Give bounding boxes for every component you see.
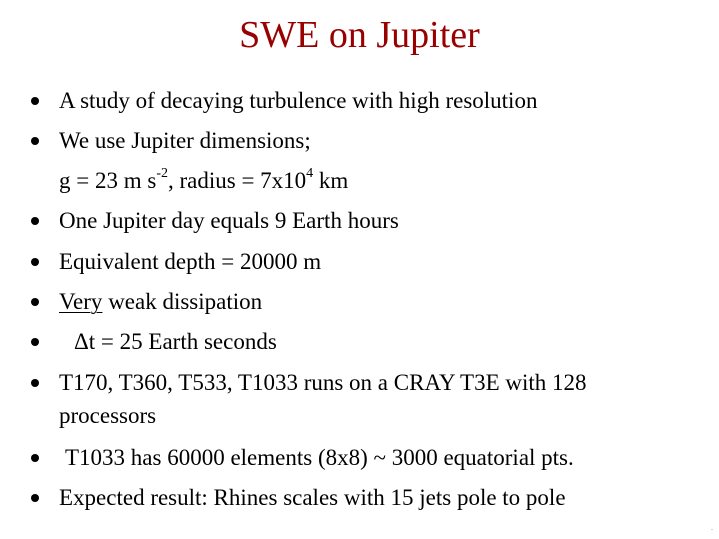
gravity-text: g = 23 m s	[59, 168, 157, 193]
bullet-text: Expected result: Rhines scales with 15 jets pole to pole	[59, 485, 566, 510]
bullet-text	[59, 287, 262, 317]
very-underlined-text: Very	[59, 289, 103, 314]
radius-unit-text: km	[313, 168, 349, 193]
gravity-exponent: -2	[156, 166, 168, 182]
bullet-dot-icon	[31, 258, 39, 266]
page-mark: ·	[711, 527, 713, 533]
radius-text: , radius = 7x10	[167, 168, 307, 193]
bullet-dot-icon	[31, 454, 39, 462]
bullet-dot-icon	[31, 298, 39, 306]
bullet-dot-icon	[31, 379, 39, 387]
radius-exponent: 4	[306, 166, 314, 182]
bullet-dot-icon	[31, 137, 39, 145]
bullet-dot-icon	[31, 494, 39, 502]
bullet-text: Equivalent depth = 20000 m	[59, 249, 322, 274]
dissipation-text: weak dissipation	[102, 289, 263, 314]
bullet-text: We use Jupiter dimensions;	[59, 128, 311, 153]
bullet-text: One Jupiter day equals 9 Earth hours	[59, 208, 399, 233]
bullet-text: A study of decaying turbulence with high resolution	[59, 88, 538, 113]
bullet-dot-icon	[31, 338, 39, 346]
bullet-dot-icon	[31, 97, 39, 105]
bullet-text: processors	[59, 403, 157, 428]
bullet-text: Δt = 25 Earth seconds	[74, 329, 277, 354]
bullet-text: T170, T360, T533, T1033 runs on a CRAY T3E with 128	[59, 370, 587, 395]
jupiter-dimensions-text	[59, 166, 348, 196]
bullet-dot-icon	[31, 217, 39, 225]
slide-title: SWE on Jupiter	[239, 14, 480, 56]
bullet-text: T1033 has 60000 elements (8x8) ~ 3000 equatorial pts.	[65, 445, 574, 470]
